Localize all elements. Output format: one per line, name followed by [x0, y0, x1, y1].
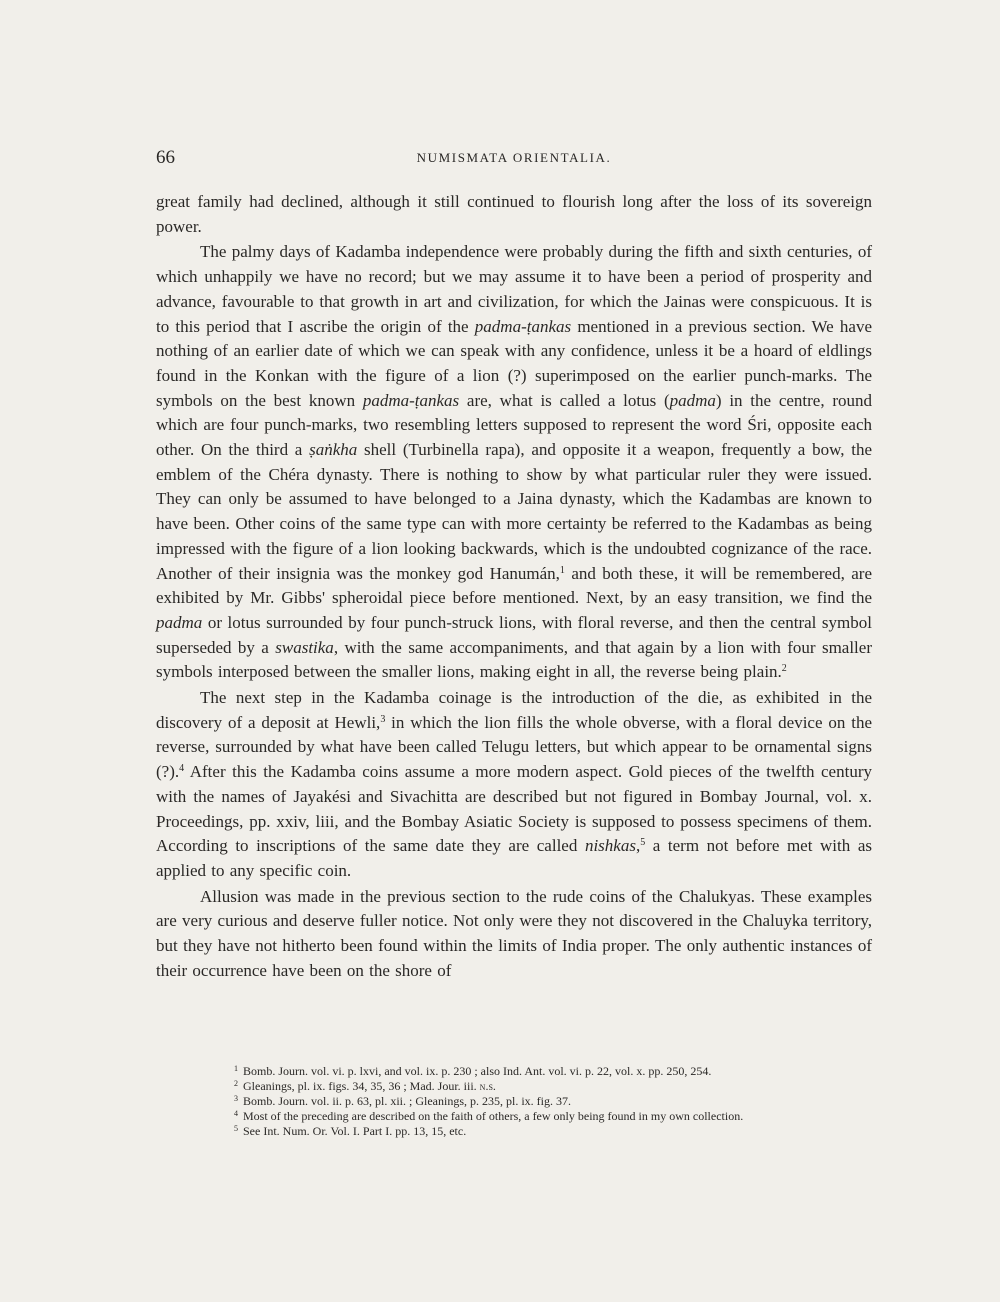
footnote [234, 1064, 874, 1079]
footnote-mark: 2 [234, 1079, 238, 1088]
footnote-mark: 3 [234, 1094, 238, 1103]
italic-term: nishkas [584, 836, 636, 856]
text-run: Most of the preceding are described on the faith of others, a few only being found in my own collection. [243, 1109, 744, 1123]
paragraph [156, 885, 872, 984]
italic-term: ṣaṅkha [309, 440, 358, 460]
text-run: Bomb. Journ. vol. ii. p. 63, pl. xii. ; Gleanings, p. 235, pl. ix. fig. 37. [243, 1094, 571, 1108]
footnote-mark: 1 [234, 1064, 238, 1073]
footnote-mark: 5 [234, 1124, 238, 1133]
text-run: Gleanings, pl. ix. figs. 34, 35, 36 ; Mad. Jour. iii. [243, 1079, 480, 1093]
page-number: 66 [156, 147, 175, 168]
italic-term: padma-ṭankas [362, 390, 460, 410]
text-run: Bomb. Journ. vol. vi. p. lxvi, and vol. ix. p. 230 ; also Ind. Ant. vol. vi. p. 22, vol. x. pp. 250, 254. [243, 1064, 712, 1078]
text-run: or lotus surrounded by four punch-struck lions, with floral reverse, and then the central symbol superseded by a [156, 612, 872, 657]
text-run: great family had declined, although it still continued to flourish long after the loss of its sovereign power. [156, 192, 872, 236]
footnote [234, 1124, 874, 1139]
text-run: The next step in the Kadamba coinage is the introduction of the die, as exhibited in the discovery of a deposit at Hewli, [156, 688, 872, 732]
footnote-ref: 2 [781, 663, 787, 675]
footnote [234, 1094, 874, 1109]
running-title: NUMISMATA ORIENTALIA. [416, 150, 612, 165]
italic-term: padma-ṭankas [474, 316, 572, 336]
text-run: are, what is called a lotus ( [459, 390, 670, 410]
footnote-ref: 3 [380, 713, 386, 725]
italic-term: padma [669, 390, 716, 410]
text-run: shell (Turbinella rapa), and opposite it a weapon, frequently a bow, the emblem of the Chéra dynasty. There is nothing to show by what particular ruler they were issued. They can only be assumed to have belonged to a Jaina dynasty, which the Kadambas are known to have been. Other coins of the same type can with more certainty be referred to the Kadambas as being impressed with the figure of a lion looking backwards, which is the undoubted cognizance of the race. Another of their insignia was the monkey god Hanumán, [156, 440, 872, 583]
body-text [156, 190, 872, 984]
text-run: Allusion was made in the previous section to the rude coins of the Chalukyas. These examples are very curious and deserve fuller notice. Not only were they not discovered in the Chaluyka territory, but they have not hitherto been found within the limits of India proper. The only authentic instances of their occurrence have been on the shore of [156, 886, 872, 980]
footnote-ref: 4 [179, 763, 185, 775]
text-run: , [635, 836, 641, 856]
small-caps-text: n.s. [479, 1079, 496, 1093]
text-run: in which the lion fills the whole obverse, with a floral device on the reverse, surrounded by what have been called Telugu letters, but which appear to be ornamental signs (?). [156, 712, 873, 782]
page-header [156, 147, 872, 177]
text-run: , with the same accompaniments, and that again by a lion with four smaller symbols interposed between the smaller lions, making eight in all, the reverse being plain. [156, 637, 872, 682]
paragraph [156, 686, 872, 884]
footnote [234, 1109, 874, 1124]
italic-term: padma [156, 612, 203, 632]
footnote [234, 1079, 874, 1094]
footnote-mark: 4 [234, 1109, 238, 1118]
text-run: After this the Kadamba coins assume a more modern aspect. Gold pieces of the twelfth century with the names of Jayakési and Sivachitta are described but not figured in Bombay Journal, vol. x. Proceedings, pp. xxiv, liii, and the Bombay Asiatic Society is supposed to possess specimens of them. According to inscriptions of the same date they are called [156, 762, 872, 856]
text-run: and both these, it will be remembered, are exhibited by Mr. Gibbs' spheroidal piece before mentioned. Next, by an easy transition, we find the [156, 563, 873, 608]
footnote-ref: 5 [640, 837, 646, 849]
footnote-ref: 1 [559, 564, 565, 576]
text-run: a term not before met with as applied to any specific coin. [156, 836, 872, 880]
paragraph [156, 240, 872, 685]
italic-term: swastika [275, 637, 334, 657]
footnotes [234, 1064, 874, 1139]
paragraph [156, 190, 872, 239]
text-run: The palmy days of Kadamba independence were probably during the fifth and sixth centuries, of which unhappily we have no record; but we may assume it to have been a period of prosperity and advance, favourable to that growth in art and civilization, for which the Jainas were conspicuous. It is to this period that I ascribe the origin of the [156, 242, 872, 336]
text-run: ) in the centre, round which are four punch-marks, two resembling letters supposed to represent the word Śri, opposite each other. On the third a [156, 390, 872, 460]
text-run: mentioned in a previous section. We have nothing of an earlier date of which we can speak with any confidence, unless it be a hoard of eldlings found in the Konkan with the figure of a lion (?) superimposed on the earlier punch-marks. The symbols on the best known [156, 316, 872, 410]
text-run: See Int. Num. Or. Vol. I. Part I. pp. 13, 15, etc. [243, 1124, 467, 1138]
